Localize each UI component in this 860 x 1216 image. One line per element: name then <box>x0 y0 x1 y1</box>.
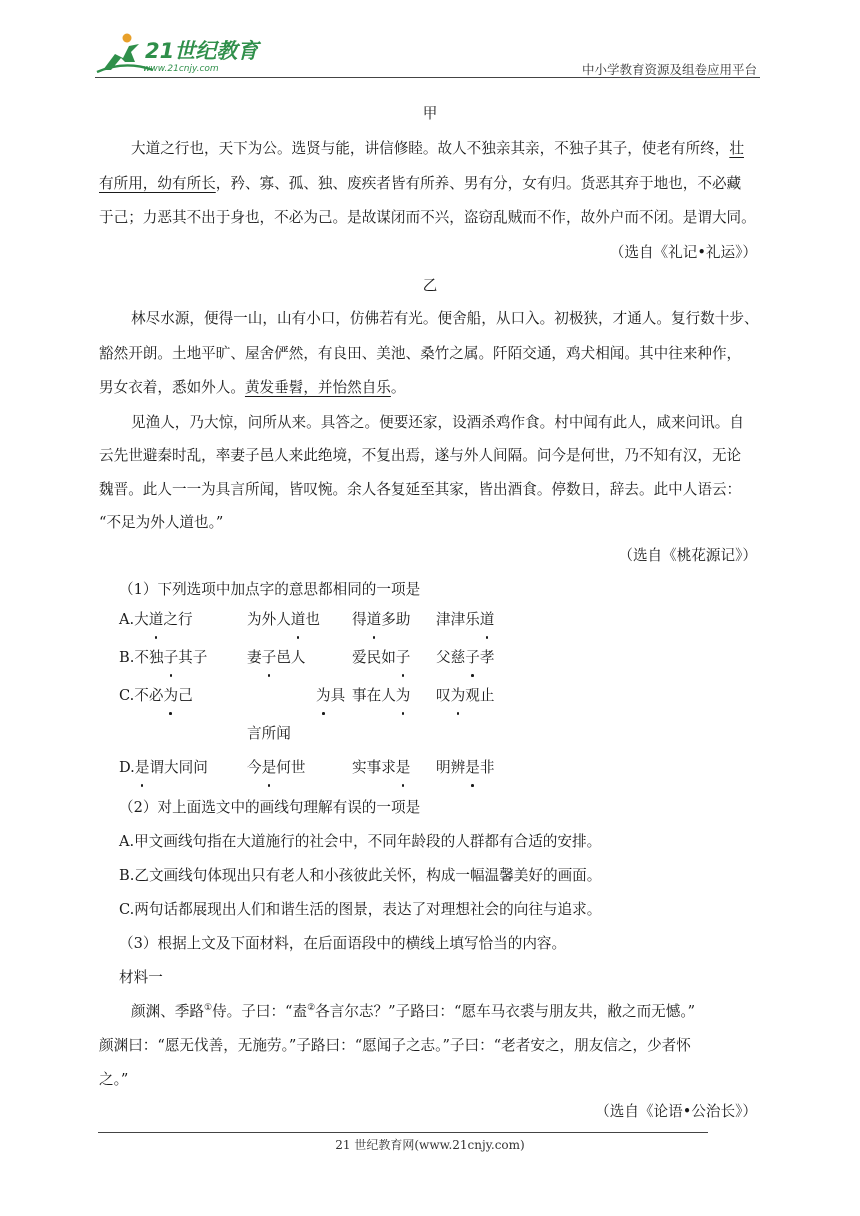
yi-line-7: “不足为外人道也。” <box>99 514 224 531</box>
passage-yi-title: 乙 <box>422 277 438 294</box>
q1-option-d3: 实事求是 <box>352 752 410 784</box>
logo-url: www.21cnjy.com <box>143 64 219 74</box>
q3-stem: （3）根据上文及下面材料，在后面语段中的横线上填写恰当的内容。 <box>119 935 567 952</box>
yi-line-2: 豁然开朗。土地平旷、屋舍俨然，有良田、美池、桑竹之属。阡陌交通，鸡犬相闻。其中往来种作， <box>99 345 742 362</box>
material-1-line-2: 颜渊曰：“愿无伐善，无施劳。”子路曰：“愿闻子之志。”子曰：“老者安之，朋友信之，少者怀 <box>99 1037 691 1054</box>
q1-option-c2-cont: 言所闻 <box>247 725 291 742</box>
q1-option-d2: 今是何世 <box>247 752 305 784</box>
material-1-label: 材料一 <box>119 969 163 986</box>
q1-option-b2: 妻子邑人 <box>247 642 305 674</box>
q2-stem: （2）对上面选文中的画线句理解有误的一项是 <box>119 799 421 816</box>
q1-option-c3: 事在人为 <box>352 680 410 712</box>
q1-option-c4: 叹为观止 <box>436 680 494 712</box>
q1-option-d4: 明辨是非 <box>436 752 494 784</box>
q2-option-c: C.两句话都展现出人们和谐生活的图景，表达了对理想社会的向往与追求。 <box>119 901 602 918</box>
logo-main: 21世纪教育 <box>145 39 259 63</box>
q1-stem: （1）下列选项中加点字的意思都相同的一项是 <box>119 581 421 598</box>
q1-option-c2: 为具 <box>316 680 345 712</box>
q2-option-a: A.甲文画线句指在大道施行的社会中，不同年龄段的人群都有合适的安排。 <box>119 833 602 850</box>
jia-line-3: 于己；力恶其不出于身也，不必为己。是故谋闭而不兴，盗窃乱贼而不作，故外户而不闭。是谓大同。 <box>99 209 756 226</box>
jia-line-1: 大道之行也，天下为公。选贤与能，讲信修睦。故人不独亲其亲，不独子其子，使老有所终，壮 <box>131 140 744 157</box>
q1-option-c1: C.不必为己 <box>119 680 193 712</box>
yi-line-6: 魏晋。此人一一为具言所闻，皆叹惋。余人各复延至其家，皆出酒食。停数日，辞去。此中人语云： <box>99 481 742 498</box>
q1-option-a2: 为外人道也 <box>247 604 320 636</box>
jia-line-2: 有所用，幼有所长，矜、寡、孤、独、废疾者皆有所养、男有分，女有归。货恶其弃于地也，不必藏 <box>99 175 742 192</box>
yi-line-1: 林尽水源，便得一山，山有小口，仿佛若有光。便舍船，从口入。初极狭，才通人。复行数十步、 <box>131 310 759 327</box>
q1-option-a1: A.大道之行 <box>119 604 193 636</box>
yi-source: （选自《桃花源记》） <box>618 547 757 564</box>
logo <box>95 30 265 76</box>
yi-line-5: 云先世避秦时乱，率妻子邑人来此绝境，不复出焉，遂与外人间隔。问今是何世，乃不知有汉，无论 <box>99 447 742 464</box>
page-header <box>95 30 760 78</box>
yi-line-4: 见渔人，乃大惊，问所从来。具答之。便要还家，设酒杀鸡作食。村中闻有此人，咸来问讯。自 <box>131 414 744 431</box>
platform-name: 中小学教育资源及组卷应用平台 <box>581 62 757 77</box>
q2-option-b: B.乙文画线句体现出只有老人和小孩彼此关怀，构成一幅温馨美好的画面。 <box>119 867 602 884</box>
q1-option-b4: 父慈子孝 <box>436 642 494 674</box>
q1-option-a3: 得道多助 <box>352 604 410 636</box>
material-1-source: （选自《论语•公治长》） <box>595 1103 757 1120</box>
material-1-line-3: 之。” <box>99 1071 129 1088</box>
material-1-line-1: 颜渊、季路①侍。子曰：“盍②各言尔志？”子路曰：“愿车马衣裘与朋友共，敝之而无憾。” <box>131 1003 696 1020</box>
q1-option-b3: 爱民如子 <box>352 642 410 674</box>
footer-divider <box>98 1132 708 1133</box>
yi-line-3: 男女衣着，悉如外人。黄发垂髫，并怡然自乐。 <box>99 379 406 396</box>
header-divider <box>95 77 760 78</box>
passage-jia-title: 甲 <box>422 105 438 122</box>
q1-option-d1: D.是谓大同问 <box>119 752 208 784</box>
page-footer: 21 世纪教育网(www.21cnjy.com) <box>335 1138 525 1152</box>
jia-source: （选自《礼记•礼运》） <box>609 244 757 261</box>
q1-option-a4: 津津乐道 <box>436 604 494 636</box>
q1-option-b1: B.不独子其子 <box>119 642 207 674</box>
